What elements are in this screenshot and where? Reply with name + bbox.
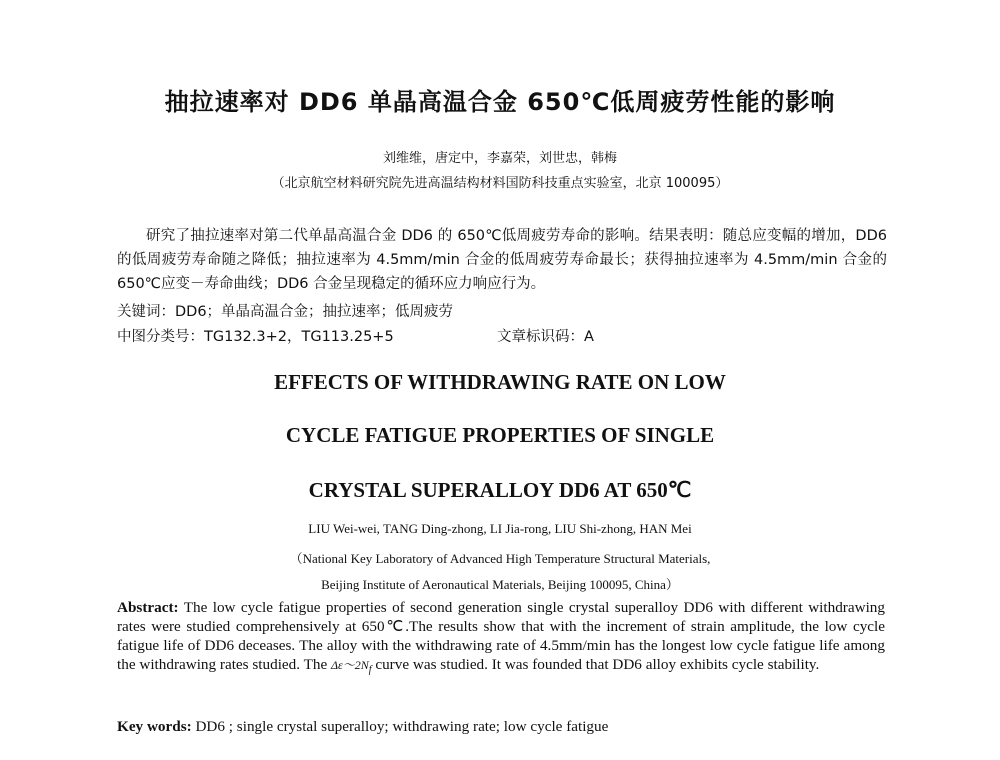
english-affiliation-line-2: Beijing Institute of Aeronautical Materials, Beijing 100095, China）: [321, 577, 679, 592]
chinese-classification: [117, 325, 887, 349]
english-affiliation-line-1: （National Key Laboratory of Advanced High Temperature Structural Materials,: [289, 551, 711, 566]
abstract-label: Abstract:: [117, 599, 179, 616]
chinese-affiliation: （北京航空材料研究院先进高温结构材料国防科技重点实验室，北京 100095）: [271, 176, 729, 191]
chinese-keywords-label: 关键词：: [117, 304, 175, 320]
english-title-line-1: EFFECTS OF WITHDRAWING RATE ON LOW: [274, 370, 726, 394]
chinese-keywords-text: DD6；单晶高温合金；抽拉速率；低周疲劳: [175, 304, 454, 320]
english-title-line-2: CYCLE FATIGUE PROPERTIES OF SINGLE: [285, 423, 715, 447]
formula-main: Δε～2N: [330, 658, 369, 672]
abstract-tail: curve was studied. It was founded that DD6 alloy exhibits cycle stability.: [371, 656, 820, 673]
english-keywords: [117, 717, 885, 736]
strain-life-formula: [330, 658, 372, 676]
document-code: [497, 325, 594, 349]
abstract-text: The low cycle fatigue properties of second generation single crystal superalloy DD6 with different withdrawing rates were studied comprehensively at 650℃.The results show that with the increment of strain amplitude, the low cycle fatigue life of DD6 deceases. The alloy with the withdrawing rate of 4.5mm/min has the longest low cycle fatigue life among the withdrawing rates studied. The: [117, 599, 885, 673]
chinese-authors: 刘维维，唐定中，李嘉荣，刘世忠，韩梅: [382, 151, 617, 166]
english-title-line-3: CRYSTAL SUPERALLOY DD6 AT 650℃: [308, 478, 692, 502]
chinese-title: 抽拉速率对 DD6 单晶高温合金 650℃低周疲劳性能的影响: [164, 88, 836, 116]
chinese-keywords: [117, 300, 887, 324]
classification-code: TG132.3+2，TG113.25+5: [204, 329, 394, 345]
english-keywords-text: DD6 ; single crystal superalloy; withdrawing rate; low cycle fatigue: [191, 718, 609, 735]
english-authors: LIU Wei-wei, TANG Ding-zhong, LI Jia-rong, LIU Shi-zhong, HAN Mei: [308, 521, 692, 536]
document-code-label: 文章标识码：: [497, 329, 584, 345]
classification-label: 中图分类号：: [117, 329, 204, 345]
document-code-value: A: [584, 329, 594, 345]
english-keywords-label: Key words:: [117, 718, 192, 735]
english-abstract: [117, 598, 885, 679]
formula-subscript: f: [368, 664, 372, 676]
chinese-abstract: 研究了抽拉速率对第二代单晶高温合金 DD6 的 650℃低周疲劳寿命的影响。结果表明：随总应变幅的增加，DD6 的低周疲劳寿命随之降低；抽拉速率为 4.5mm/min 合金的低周疲劳寿命最长；获得抽拉速率为 4.5mm/min 合金的 650℃应变－寿命曲线；DD6 合金呈现稳定的循环应力响应行为。: [117, 228, 887, 292]
